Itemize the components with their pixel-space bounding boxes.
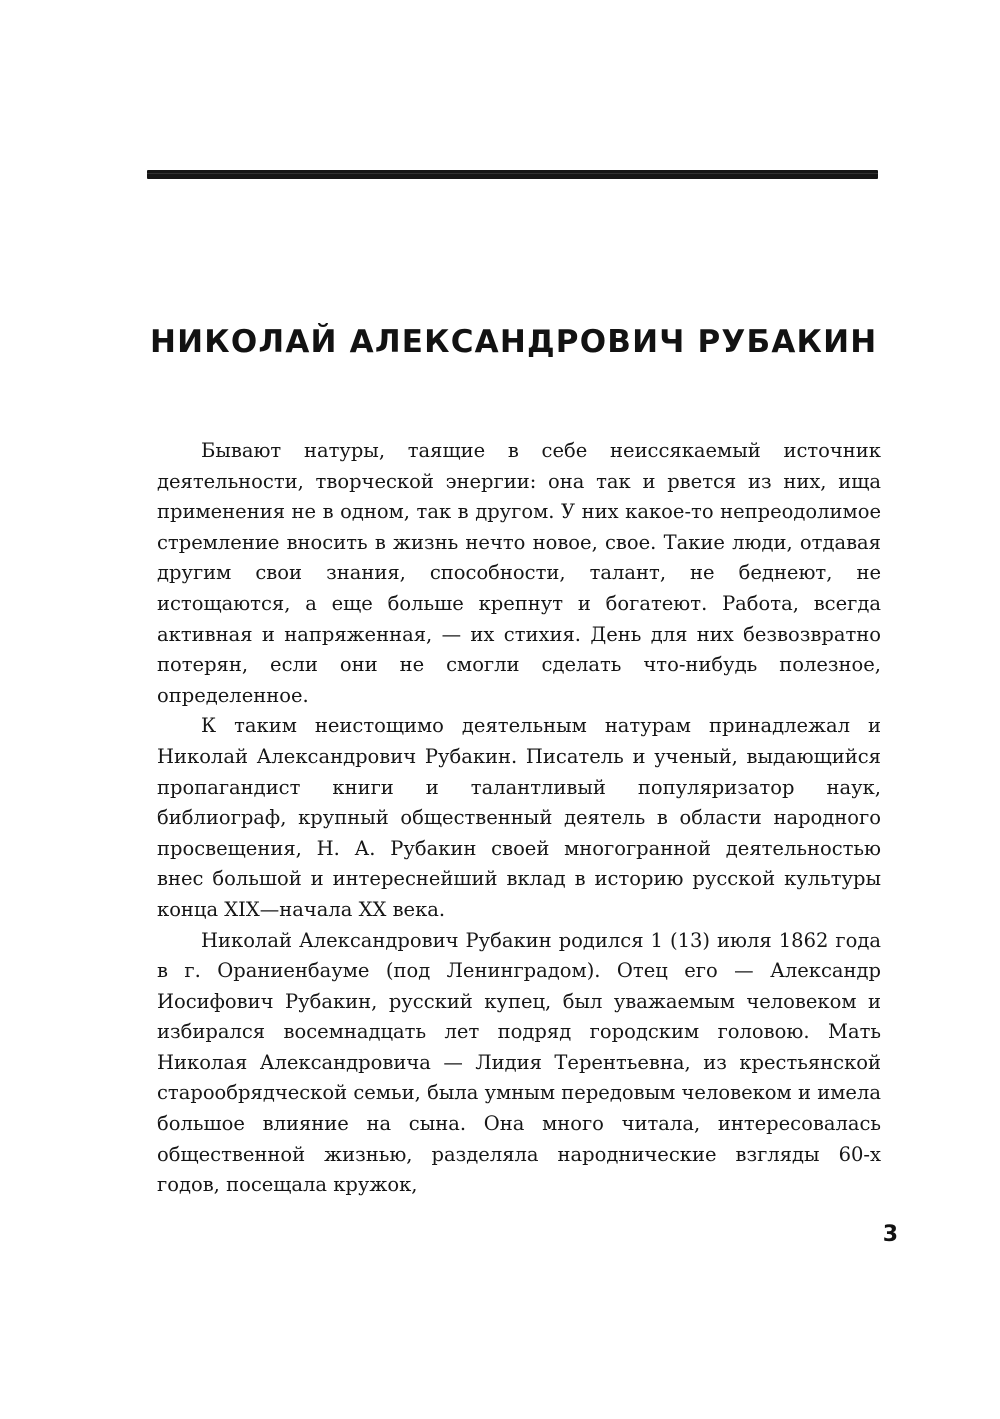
paragraph: К таким неистощимо деятельным натурам принадлежал и Николай Александрович Рубакин. Писатель и ученый, выдающийся пропагандист книги и талантливый популяризатор наук, библиограф, крупный общественный деятель в области народного просвещения, Н. А. Рубакин своей многогранной деятельностью внес большой и интереснейший вклад в историю русской культуры конца XIX—начала XX века.: [157, 714, 881, 921]
page-number: 3: [882, 1222, 898, 1247]
paragraph: Бывают натуры, таящие в себе неиссякаемый источник деятельности, творческой энергии: она так и рвется из них, ища применения не в одном, так в другом. У них какое-то непреодолимое стремление вносить в жизнь нечто новое, свое. Такие люди, отдавая другим свои знания, способности, талант, не беднеют, не истощаются, а еще больше крепнут и богатеют. Работа, всегда активная и напряженная, — их стихия. День для них безвозвратно потерян, если они не смогли сделать что-нибудь полезное, определенное.: [157, 439, 881, 707]
body-text: [157, 436, 881, 1201]
header-rule: [147, 170, 878, 179]
chapter-title: НИКОЛАЙ АЛЕКСАНДРОВИЧ РУБАКИН: [150, 324, 878, 360]
paragraph: Николай Александрович Рубакин родился 1 (13) июля 1862 года в г. Ораниенбауме (под Ленинградом). Отец его — Александр Иосифович Рубакин, русский купец, был уважаемым человеком и избирался восемнадцать лет подряд городским головою. Мать Николая Александровича — Лидия Терентьевна, из крестьянской старообрядческой семьи, была умным передовым человеком и имела большое влияние на сына. Она много читала, интересовалась общественной жизнью, разделяла народнические взгляды 60-х годов, посещала кружок,: [157, 928, 881, 1197]
